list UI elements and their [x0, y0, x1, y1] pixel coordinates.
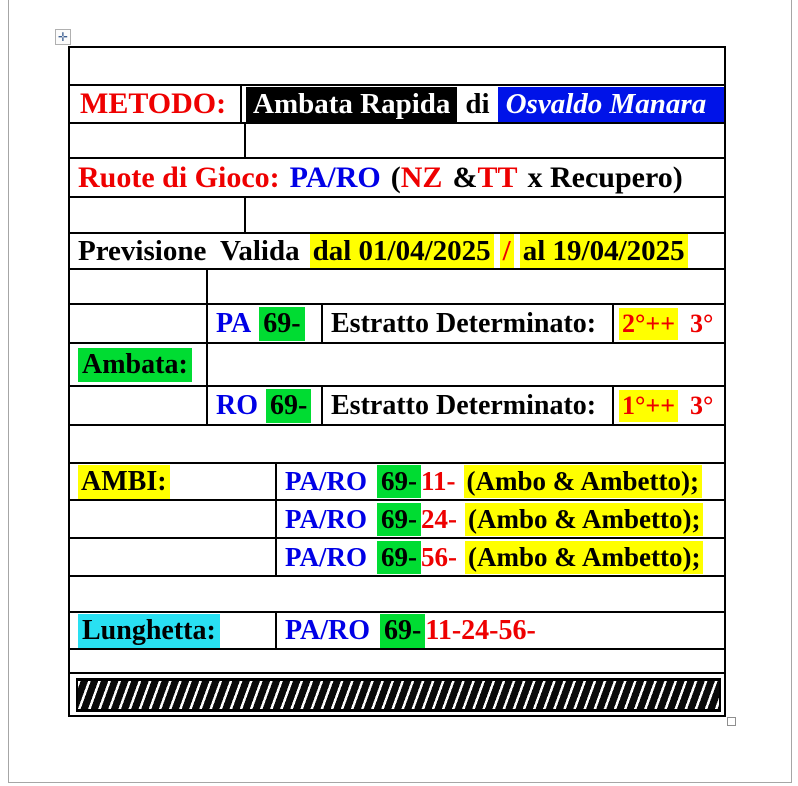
lunghetta-label-cell[interactable]	[70, 613, 277, 648]
ambi-wheels: PA/RO	[285, 503, 367, 534]
ambi-wheels: PA/RO	[285, 541, 367, 572]
ambi-pair: 56-	[421, 541, 457, 572]
empty-cell[interactable]	[70, 124, 246, 157]
empty-cell[interactable]	[70, 305, 208, 342]
table-row	[70, 650, 724, 674]
table-row	[70, 124, 724, 159]
position-extra: 3°	[690, 390, 714, 420]
empty-cell[interactable]	[246, 124, 724, 157]
empty-cell[interactable]	[70, 539, 277, 575]
empty-cell[interactable]	[70, 198, 246, 232]
lunghetta-numbers: 11-24-56-	[425, 614, 536, 646]
table-row	[70, 501, 724, 539]
table-move-handle-icon[interactable]: ✛	[55, 29, 71, 45]
previsione-cell[interactable]	[70, 234, 724, 268]
ambata-number: 69-	[266, 389, 311, 423]
estratto-label: Estratto Determinato:	[331, 389, 597, 421]
paren-open: (	[390, 160, 401, 194]
ambi-label: AMBI:	[78, 465, 170, 499]
ruote-tt: TT	[477, 160, 518, 194]
table-row	[70, 159, 724, 198]
position-extra: 3°	[690, 308, 714, 338]
table-row	[70, 577, 724, 613]
empty-cell[interactable]	[70, 426, 724, 462]
table-row	[70, 426, 724, 464]
ampersand: &	[452, 160, 478, 194]
lunghetta-base: 69-	[380, 614, 425, 648]
ambi-label-cell[interactable]	[70, 464, 277, 499]
table-row	[70, 539, 724, 577]
table-resize-handle[interactable]	[727, 717, 736, 726]
ambi-value-cell[interactable]	[285, 464, 724, 499]
ambata-label-cell[interactable]	[70, 344, 208, 385]
ambi-note: (Ambo & Ambetto);	[465, 503, 703, 536]
method-author: Osvaldo Manara	[498, 87, 724, 122]
table-row	[70, 464, 724, 501]
ruote-nz: NZ	[400, 160, 443, 194]
hatched-divider-bar[interactable]	[76, 678, 721, 712]
table-row	[70, 613, 724, 650]
metodo-label-cell[interactable]	[70, 86, 242, 122]
estratto-label: Estratto Determinato:	[331, 307, 597, 339]
table-row	[70, 387, 724, 426]
position-highlight: 2°++	[619, 308, 678, 340]
wheel-ro: RO	[216, 389, 258, 421]
empty-cell[interactable]	[70, 387, 208, 424]
metodo-label: METODO:	[80, 87, 227, 120]
lunghetta-label: Lunghetta:	[78, 614, 220, 648]
ambi-value-cell[interactable]	[285, 539, 724, 575]
table-row	[70, 674, 724, 715]
ambi-base: 69-	[377, 465, 421, 498]
empty-cell[interactable]	[208, 344, 724, 385]
ruote-cell[interactable]	[70, 159, 724, 196]
table-row	[70, 305, 724, 344]
empty-cell[interactable]	[70, 270, 208, 303]
date-from: dal 01/04/2025	[310, 234, 494, 268]
estratto-label-cell[interactable]	[323, 305, 614, 342]
metodo-value-cell[interactable]	[242, 86, 724, 122]
ambata-number: 69-	[259, 307, 304, 341]
position-highlight: 1°++	[619, 390, 678, 422]
method-name: Ambata Rapida	[246, 87, 457, 122]
ambi-pair: 24-	[421, 503, 457, 534]
estratto-position-cell[interactable]	[614, 305, 724, 342]
table-row	[70, 48, 724, 86]
estratto-position-cell[interactable]	[614, 387, 724, 424]
ambi-value-cell[interactable]	[285, 501, 724, 537]
estratto-label-cell[interactable]	[323, 387, 614, 424]
table-row	[70, 198, 724, 234]
ruote-label: Ruote di Gioco:	[78, 160, 280, 194]
table-row	[70, 270, 724, 305]
ambi-base: 69-	[377, 503, 421, 536]
empty-cell[interactable]	[70, 650, 724, 672]
hatch-stripes-pattern	[78, 681, 719, 709]
table-row	[70, 344, 724, 387]
metodo-di: di	[465, 87, 490, 120]
empty-cell[interactable]	[70, 48, 724, 84]
empty-cell[interactable]	[70, 577, 724, 611]
ambi-note: (Ambo & Ambetto);	[465, 541, 703, 574]
date-to: al 19/04/2025	[520, 234, 688, 268]
lunghetta-value-cell[interactable]	[285, 613, 724, 648]
date-separator: /	[500, 234, 514, 268]
table-row	[70, 86, 724, 124]
ambi-base: 69-	[377, 541, 421, 574]
lunghetta-wheels: PA/RO	[285, 614, 371, 646]
ambi-note: (Ambo & Ambetto);	[464, 465, 702, 498]
wheel-number-cell[interactable]	[208, 387, 323, 424]
empty-cell[interactable]	[208, 270, 724, 303]
ambi-wheels: PA/RO	[285, 466, 367, 496]
wheel-number-cell[interactable]	[208, 305, 323, 342]
method-table	[68, 46, 726, 717]
wheel-pa: PA	[216, 307, 252, 339]
table-row	[70, 234, 724, 270]
ambi-pair: 11-	[421, 466, 456, 496]
empty-cell[interactable]	[70, 501, 277, 537]
ruote-wheels: PA/RO	[289, 160, 381, 194]
ruote-rest: x Recupero)	[527, 160, 683, 194]
empty-cell[interactable]	[246, 198, 724, 232]
ambata-label: Ambata:	[78, 348, 192, 382]
previsione-label: Previsione Valida	[78, 234, 300, 267]
